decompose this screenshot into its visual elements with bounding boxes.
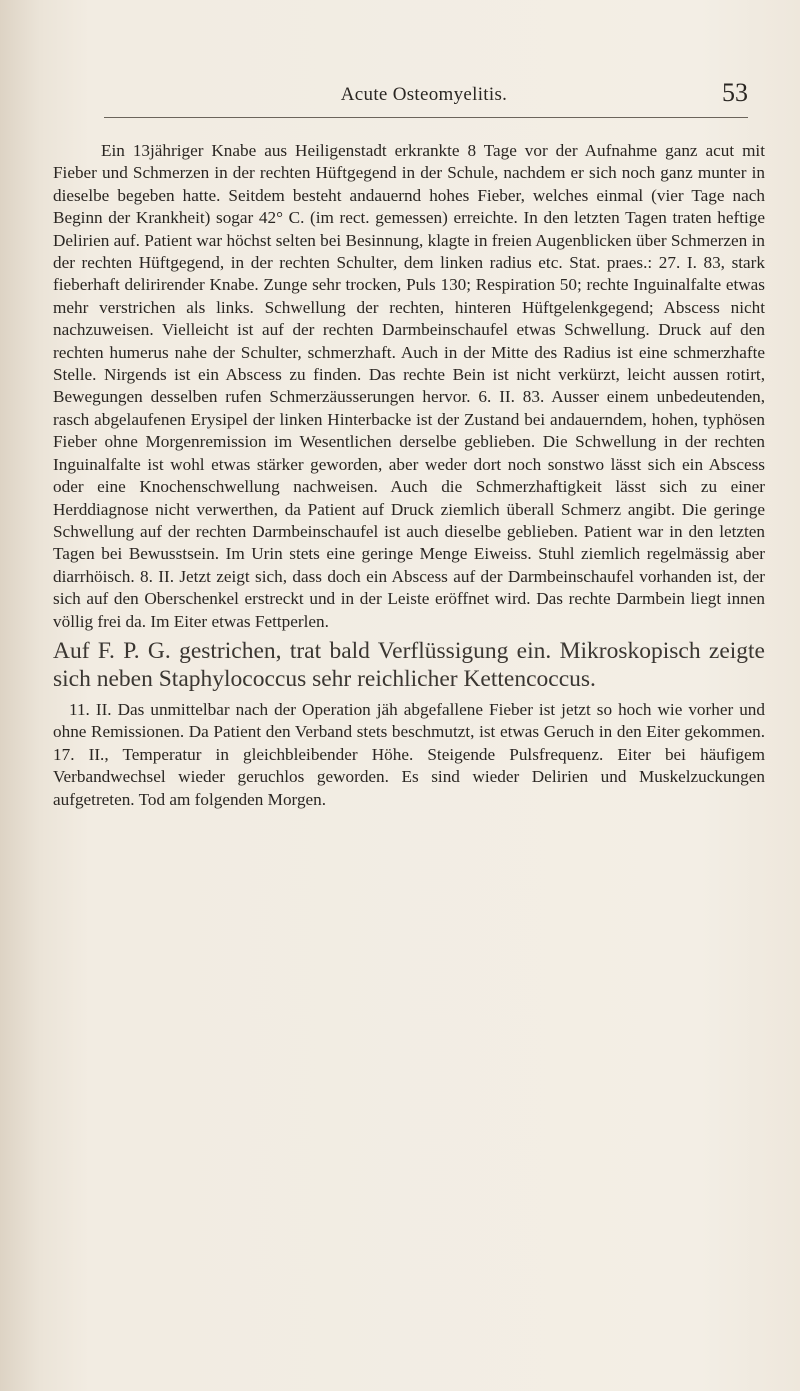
outcome-paragraph: 11. II. Das unmittelbar nach der Operation jäh abgefallene Fieber ist jetzt so hoch wie vorher und ohne Remissionen. Da Patient den Verband stets beschmutzt, ist etwas Geruch in den Eiter gekommen. 17. II., Temperatur in gleichbleibender Höhe. Steigende Pulsfrequenz. Eiter bei häufigem Verbandwechsel wieder geruchlos geworden. Es sind wieder Delirien und Muskelzuckungen aufgetreten. Tod am folgenden Morgen. xyxy=(53,699,765,809)
header-rule xyxy=(104,117,748,118)
running-head xyxy=(100,78,748,110)
page-number: 53 xyxy=(722,78,748,107)
body-text xyxy=(53,140,765,811)
case-report-paragraph: Ein 13jähriger Knabe aus Heiligenstadt erkrankte 8 Tage vor der Aufnahme ganz acut mit Fieber und Schmerzen in der rechten Hüftgegend in der Schule, nachdem er sich noch ganz munter in dieselbe begeben hatte. Seitdem besteht andauernd hohes Fieber, welches einmal (vier Tage nach Beginn der Krankheit) sogar 42° C. (im rect. gemessen) erreichte. In den letzten Tagen traten heftige Delirien auf. Patient war höchst selten bei Besinnung, klagte in freien Augenblicken über Schmerzen in der rechten Hüftgegend, in der rechten Schulter, dem linken radius etc. Stat. praes.: 27. I. 83, stark fieberhaft delirirender Knabe. Zunge sehr trocken, Puls 130; Respiration 50; rechte Inguinalfalte etwas mehr verstrichen als links. Schwellung der rechten, hinteren Hüftgelenkgegend; Abscess nicht nachzuweisen. Vielleicht ist auf der rechten Darmbeinschaufel etwas Schwellung. Druck auf den rechten humerus nahe der Schulter, schmerzhaft. Auch in der Mitte des Radius ist eine schmerzhafte Stelle. Nirgends ist ein Abscess zu finden. Das rechte Bein ist nicht verkürzt, leicht aussen rotirt, Bewegungen desselben rufen Schmerzäusserungen hervor. 6. II. 83. Ausser einem unbedeutenden, rasch abgelaufenen Erysipel der linken Hinterbacke ist der Zustand bei andauerndem, hohen, typhösen Fieber ohne Morgenremission im Wesentlichen derselbe geblieben. Die Schwellung in der rechten Inguinalfalte ist wohl etwas stärker geworden, aber weder dort noch sonstwo lässt sich ein Abscess oder eine Knochenschwellung nachweisen. Auch die Schmerzhaftigkeit lässt sich zu einer Herddiagnose nicht verwerthen, da Patient auf Druck ziemlich überall Schmerz angibt. Die geringe Schwellung auf der rechten Darmbeinschaufel ist auch dieselbe geblieben. Patient war in den letzten Tagen bei Bewusstsein. Im Urin stets eine geringe Menge Eiweiss. Stuhl ziemlich regelmässig aber diarrhöisch. 8. II. Jetzt zeigt sich, dass doch ein Abscess auf der Darmbeinschaufel vorhanden ist, der sich auf den Oberschenkel erstreckt und in der Leiste eröffnet wird. Das rechte Darmbein liegt innen völlig frei da. Im Eiter etwas Fettperlen. xyxy=(53,141,765,631)
running-title: Acute Osteomyelitis. xyxy=(340,84,508,105)
microscopy-paragraph: Auf F. P. G. gestrichen, trat bald Verflüssigung ein. Mikroskopisch zeigte sich neben Staphylococcus sehr reichlicher Kettencoccus. xyxy=(53,637,765,692)
